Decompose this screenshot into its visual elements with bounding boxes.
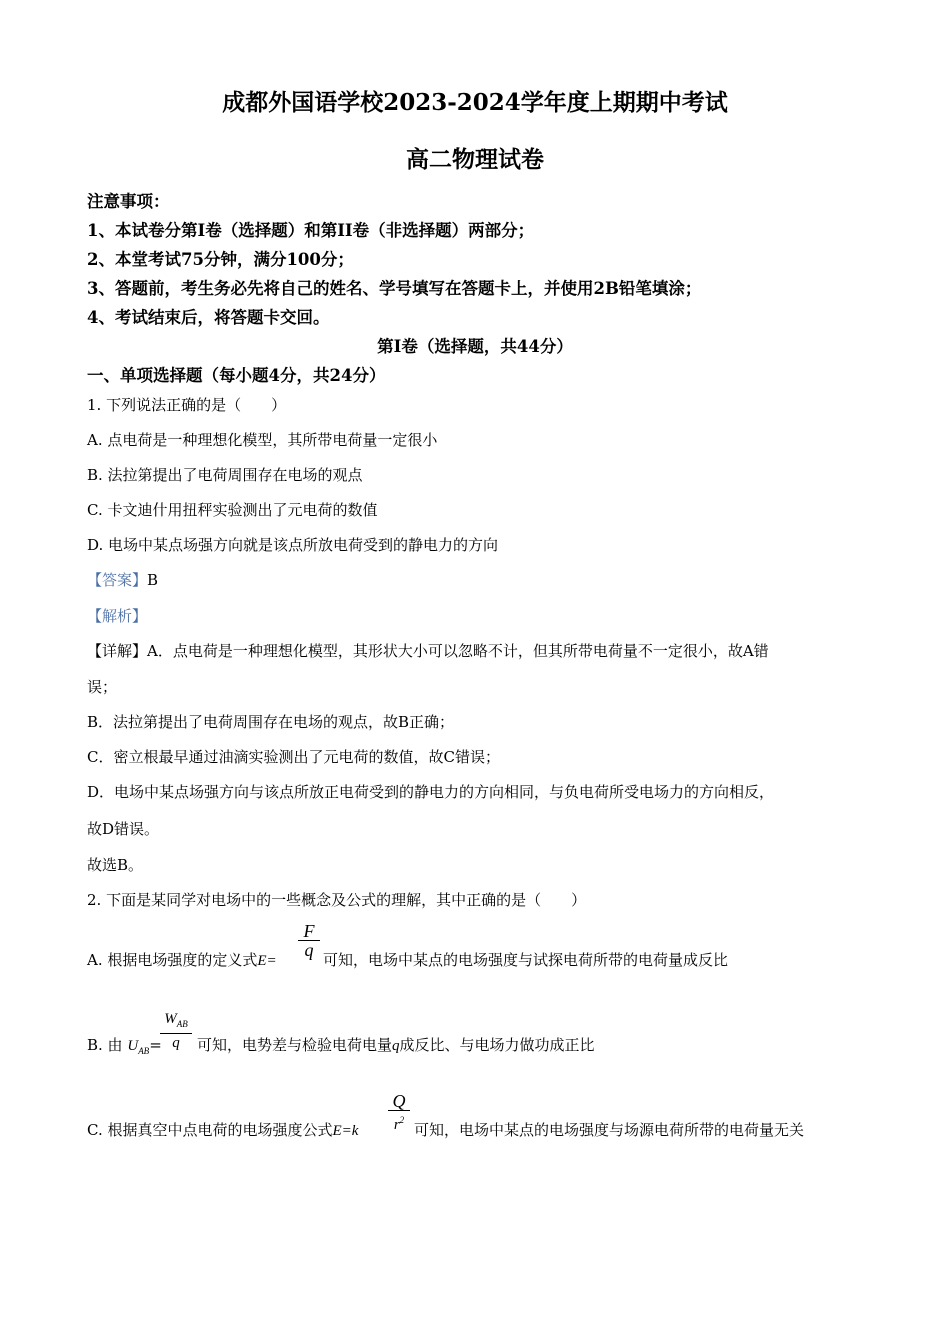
q1-detail-line: 故选B。 bbox=[87, 856, 144, 874]
q1-stem: 1. 下列说法正确的是（ ） bbox=[87, 396, 287, 414]
analysis-tag: 【解析】 bbox=[87, 607, 148, 625]
formula-lhs: E= bbox=[257, 953, 277, 969]
exam-subtitle: 高二物理试卷 bbox=[406, 146, 544, 173]
q2-option-a-prefix: A. 根据电场强度的定义式E= bbox=[87, 951, 277, 969]
q2-option-a-suffix: 可知，电场中某点的电场强度与试探电荷所带的电荷量成反比 bbox=[323, 951, 729, 969]
q2-option-b-prefix: B. 由 $U_{AB}=$ bbox=[87, 1036, 162, 1056]
question-group-title: 一、单项选择题（每小题4分，共24分） bbox=[87, 366, 386, 385]
fraction-f-over-q: F q bbox=[298, 922, 320, 959]
formula-lhs: $U_{AB}$ bbox=[127, 1038, 150, 1056]
q2-option-c-prefix: C. 根据真空中点电荷的电场强度公式E=k bbox=[87, 1121, 359, 1139]
q1-option-c: C. 卡文迪什用扭秤实验测出了元电荷的数值 bbox=[87, 501, 378, 519]
notice-item-2: 2、本堂考试75分钟，满分100分； bbox=[87, 250, 354, 269]
q1-option-d: D. 电场中某点场强方向就是该点所放电荷受到的静电力的方向 bbox=[87, 536, 499, 554]
q2-stem: 2. 下面是某同学对电场中的一些概念及公式的理解，其中正确的是（ ） bbox=[87, 891, 587, 909]
q1-detail-line: 【详解】A．点电荷是一种理想化模型，其形状大小可以忽略不计，但其所带电荷量不一定很小，故A错 bbox=[87, 642, 769, 660]
q1-detail-line: C．密立根最早通过油滴实验测出了元电荷的数值，故C错误； bbox=[87, 748, 500, 766]
notice-item-4: 4、考试结束后，将答题卡交回。 bbox=[87, 308, 330, 327]
q1-option-a: A. 点电荷是一种理想化模型，其所带电荷量一定很小 bbox=[87, 431, 438, 449]
part-title: 第I卷（选择题，共44分） bbox=[377, 337, 573, 356]
fraction-q-over-r2: Q $r^2$ bbox=[388, 1092, 410, 1134]
q1-detail-line: 故D错误。 bbox=[87, 820, 160, 838]
q1-answer bbox=[87, 570, 158, 590]
notice-heading: 注意事项： bbox=[87, 192, 170, 211]
q1-detail-line: D．电场中某点场强方向与该点所放正电荷受到的静电力的方向相同，与负电荷所受电场力的方向相反， bbox=[87, 783, 775, 801]
notice-item-1: 1、本试卷分第I卷（选择题）和第II卷（非选择题）两部分； bbox=[87, 221, 535, 240]
answer-value: B bbox=[147, 571, 159, 589]
q1-option-b: B. 法拉第提出了电荷周围存在电场的观点 bbox=[87, 466, 363, 484]
q2-option-c-suffix: 可知，电场中某点的电场强度与场源电荷所带的电荷量无关 bbox=[414, 1121, 805, 1139]
formula-lhs: E=k bbox=[332, 1123, 359, 1139]
q1-detail-line: B．法拉第提出了电荷周围存在电场的观点，故B正确； bbox=[87, 713, 455, 731]
q1-detail-line: 误； bbox=[87, 678, 118, 696]
exam-title: 成都外国语学校2023-2024学年度上期期中考试 bbox=[222, 89, 728, 116]
fraction-w-over-q: $W_{AB}$ q bbox=[160, 1010, 192, 1052]
q2-option-b-suffix: 可知，电势差与检验电荷电量q成反比、与电场力做功成正比 bbox=[197, 1036, 595, 1054]
answer-tag: 【答案】 bbox=[87, 571, 148, 589]
notice-item-3: 3、答题前，考生务必先将自己的姓名、学号填写在答题卡上，并使用2B铅笔填涂； bbox=[87, 279, 702, 298]
